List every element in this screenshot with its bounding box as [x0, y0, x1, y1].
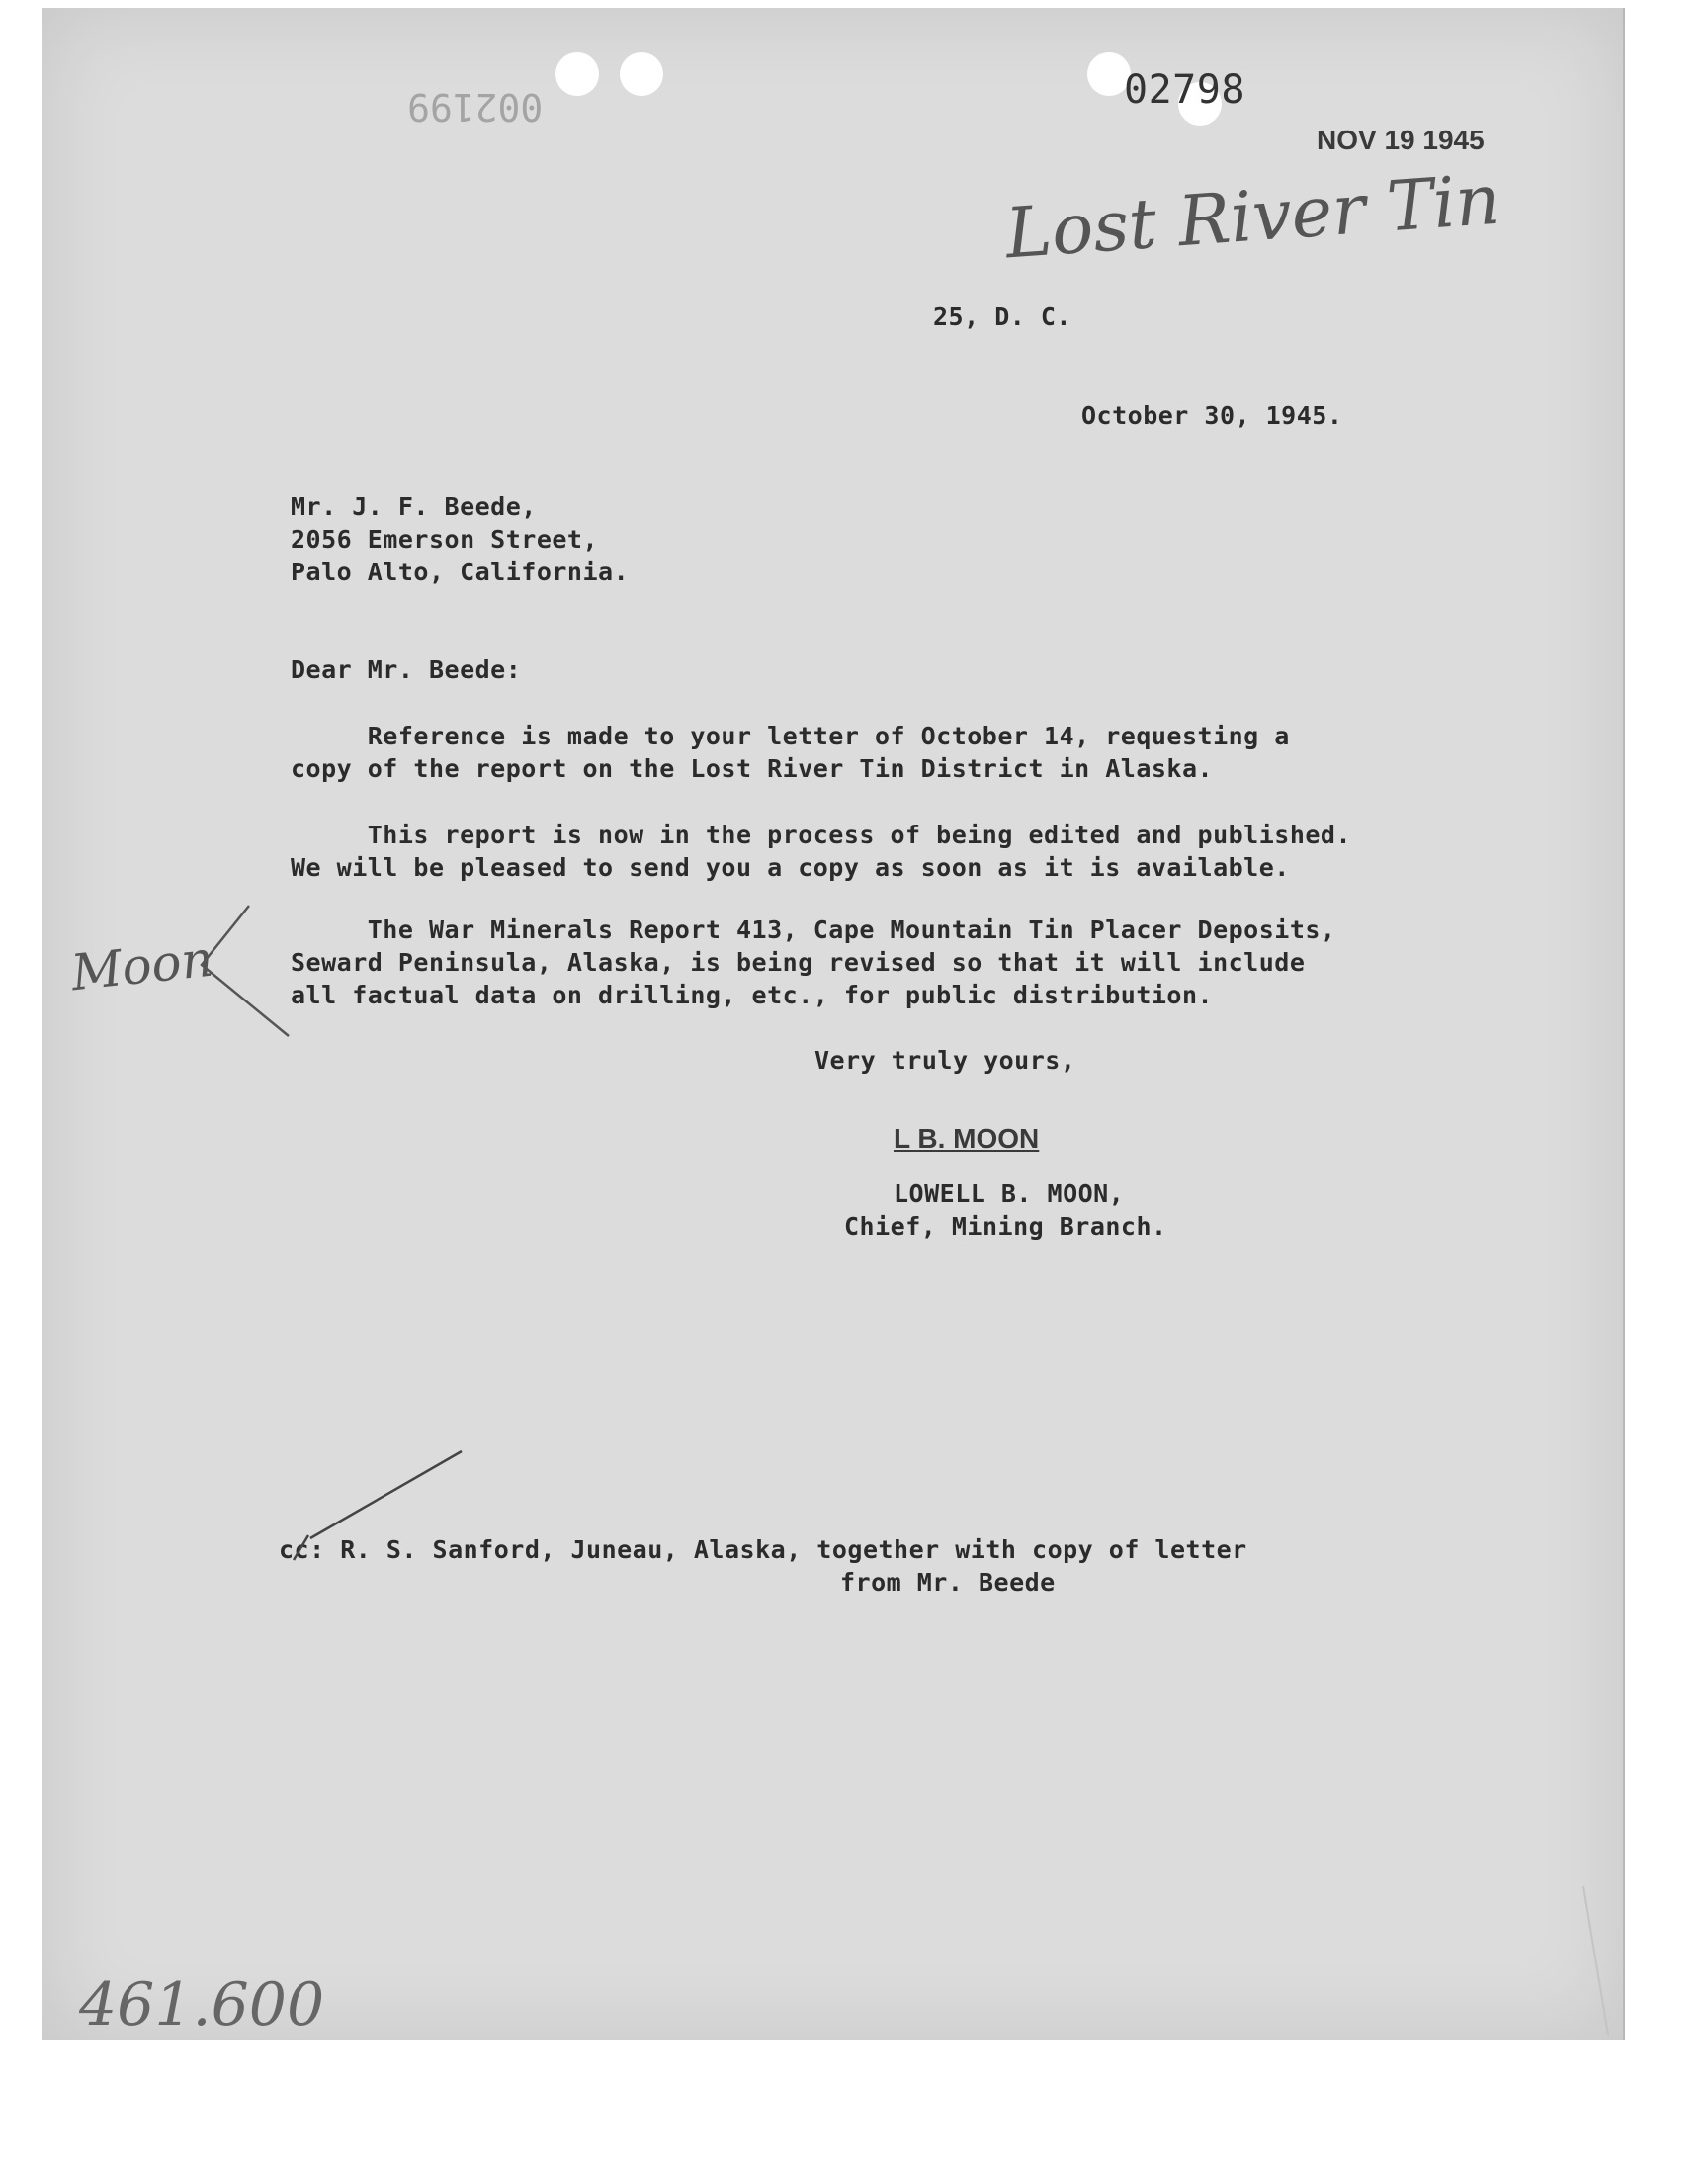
signer-title: Chief, Mining Branch.	[844, 1212, 1167, 1241]
handwritten-subject: Lost River Tin	[1002, 158, 1503, 275]
address-line-2: 2056 Emerson Street,	[291, 525, 599, 554]
margin-note: Moon	[68, 929, 216, 1002]
cc-check-mark	[294, 1451, 462, 1560]
body-paragraph-2-line-2: We will be pleased to send you a copy as soon as it is available.	[291, 853, 1290, 882]
body-paragraph-1-line-1: Reference is made to your letter of October 14, requesting a	[291, 722, 1290, 750]
body-paragraph-3-line-3: all factual data on drilling, etc., for public distribution.	[291, 981, 1214, 1009]
valediction: Very truly yours,	[814, 1046, 1076, 1075]
address-line-1: Mr. J. F. Beede,	[291, 492, 537, 521]
cc-line-2: from Mr. Beede	[840, 1568, 1056, 1597]
margin-bracket-mark	[202, 906, 289, 1036]
body-paragraph-3-line-2: Seward Peninsula, Alaska, is being revised so that it will include	[291, 948, 1306, 977]
letter-page	[42, 8, 1625, 2040]
bleed-through-number: 002199	[407, 85, 544, 129]
file-number: 02798	[1124, 67, 1245, 113]
body-paragraph-3-line-1: The War Minerals Report 413, Cape Mountain Tin Placer Deposits,	[291, 915, 1336, 944]
address-line-3: Palo Alto, California.	[291, 558, 630, 586]
cc-line-1: cc: R. S. Sanford, Juneau, Alaska, together with copy of letter	[279, 1535, 1247, 1564]
letter-date: October 30, 1945.	[1081, 401, 1343, 430]
handwritten-marks	[42, 8, 1623, 2040]
page-edge-stain	[1583, 1886, 1608, 2035]
file-code: 461.600	[79, 1970, 325, 2040]
salutation: Dear Mr. Beede:	[291, 655, 522, 684]
body-paragraph-1-line-2: copy of the report on the Lost River Tin District in Alaska.	[291, 754, 1214, 783]
received-date-stamp: NOV 19 1945	[1317, 125, 1485, 155]
signer-name: LOWELL B. MOON,	[894, 1179, 1125, 1208]
body-paragraph-2-line-1: This report is now in the process of being edited and published.	[291, 821, 1352, 849]
location-line: 25, D. C.	[933, 303, 1071, 331]
signature-stamp: L B. MOON	[894, 1123, 1040, 1154]
